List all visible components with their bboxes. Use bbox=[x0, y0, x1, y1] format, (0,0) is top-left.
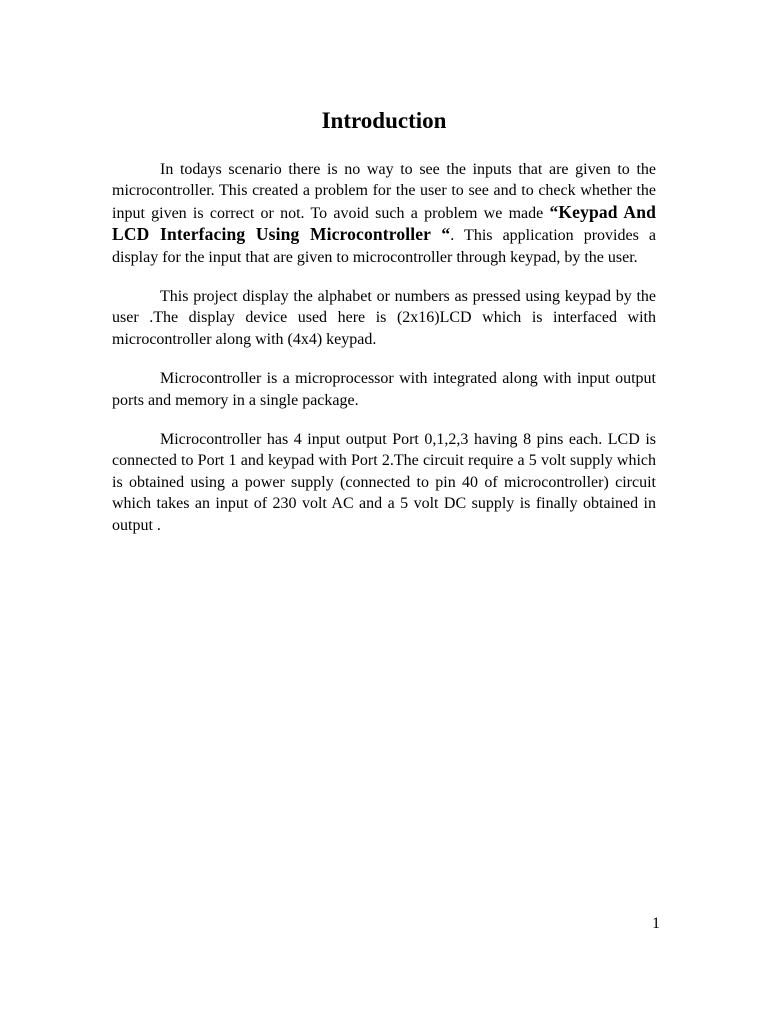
paragraph-intro-text-after: . This application provides a display for the input that are given to microcontroller through keypad, by the user. bbox=[112, 227, 656, 266]
paragraph-ports: Microcontroller has 4 input output Port 0,1,2,3 having 8 pins each. LCD is connected to Port 1 and keypad with Port 2.The circuit require a 5 volt supply which is obtained using a power supply (connected to pin 40 of microcontroller) circuit which takes an input of 230 volt AC and a 5 volt DC supply is finally obtained in output . bbox=[112, 431, 656, 534]
paragraph-microcontroller: Microcontroller is a microprocessor with integrated along with input output ports and memory in a single package. bbox=[112, 370, 656, 409]
body-text bbox=[112, 159, 656, 554]
paragraph-intro bbox=[112, 159, 656, 268]
paragraph-intro-text-before: In todays scenario there is no way to see the inputs that are given to the microcontroller. This created a problem for the user to see and to check whether the input given is correct or not. To avoid such a problem we made bbox=[112, 161, 656, 222]
page-number: 1 bbox=[652, 915, 660, 932]
page-title: Introduction bbox=[321, 108, 447, 133]
paragraph-project: This project display the alphabet or numbers as pressed using keypad by the user .The display device used here is (2x16)LCD which is interfaced with microcontroller along with (4x4) keypad. bbox=[112, 288, 656, 348]
project-title: “Keypad And LCD Interfacing Using Microcontroller “ bbox=[112, 201, 656, 245]
